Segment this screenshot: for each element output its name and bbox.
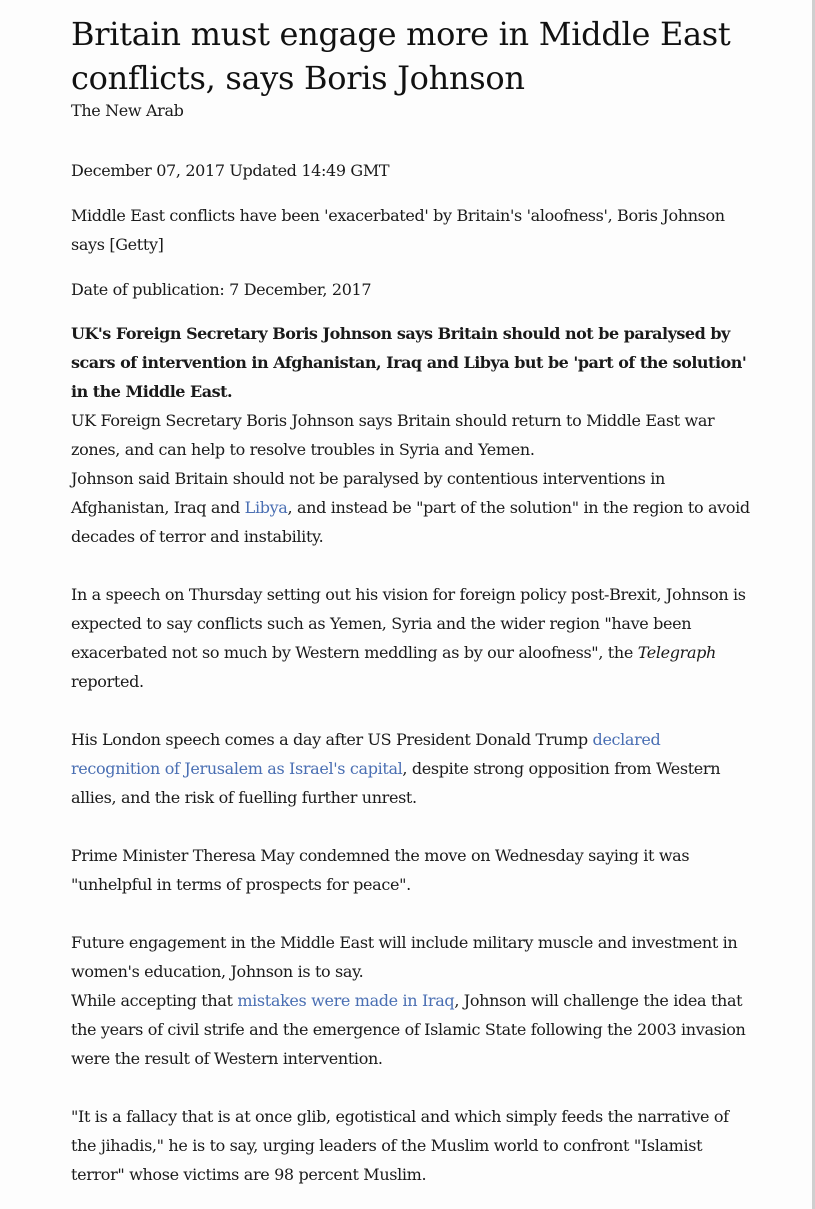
date-line: December 07, 2017 Updated 14:49 GMT xyxy=(71,161,390,180)
libya-link[interactable]: Libya xyxy=(244,498,288,517)
paragraph-7-text-after: , Johnson will challenge the idea that the years of civil strife and the emergence of Islamic State following the 2003 invasion were the result of Western intervention. xyxy=(71,991,746,1068)
jerusalem-recognition-link[interactable]: declared recognition of Jerusalem as Israel's capital xyxy=(71,730,661,778)
paragraph-4 xyxy=(71,725,751,812)
image-caption: Middle East conflicts have been 'exacerbated' by Britain's 'aloofness', Boris Johnson says [Getty] xyxy=(71,206,725,254)
paragraph-8: "It is a fallacy that is at once glib, egotistical and which simply feeds the narrative of the jihadis," he is to say, urging leaders of the Muslim world to confront "Islamist terror" whose victims are 98 percent Muslim. xyxy=(71,1107,729,1184)
article-lede: UK's Foreign Secretary Boris Johnson says Britain should not be paralysed by scars of intervention in Afghanistan, Iraq and Libya but be 'part of the solution' in the Middle East. xyxy=(71,324,747,401)
article-source: The New Arab xyxy=(71,101,184,120)
publication-date: Date of publication: 7 December, 2017 xyxy=(71,280,372,299)
iraq-mistakes-link[interactable]: mistakes were made in Iraq xyxy=(237,991,455,1010)
paragraph-3-text-after: reported. xyxy=(71,672,144,691)
paragraph-1: UK Foreign Secretary Boris Johnson says Britain should return to Middle East war zones, and can help to resolve troubles in Syria and Yemen. xyxy=(71,411,715,459)
paragraph-7-text-before: While accepting that xyxy=(71,991,238,1010)
paragraph-3 xyxy=(71,580,751,696)
paragraph-3-text-before: In a speech on Thursday setting out his vision for foreign policy post-Brexit, Johnson is expected to say conflicts such as Yemen, Syria and the wider region "have been exacerbated not so much by Western meddling as by our aloofness", the xyxy=(71,585,746,662)
paragraph-5: Prime Minister Theresa May condemned the move on Wednesday saying it was "unhelpful in terms of prospects for peace". xyxy=(71,846,690,894)
telegraph-italic: Telegraph xyxy=(637,643,716,662)
paragraph-2-text-after: , and instead be "part of the solution" in the region to avoid decades of terror and instability. xyxy=(71,498,750,546)
paragraph-7 xyxy=(71,986,751,1073)
paragraph-6: Future engagement in the Middle East will include military muscle and investment in women's education, Johnson is to say. xyxy=(71,933,738,981)
paragraph-4-text-after: , despite strong opposition from Western allies, and the risk of fuelling further unrest. xyxy=(71,759,721,807)
paragraph-2-text-before: Johnson said Britain should not be paralysed by contentious interventions in Afghanistan, Iraq and xyxy=(71,469,666,517)
article-body xyxy=(71,12,751,1189)
paragraph-2 xyxy=(71,464,751,551)
article-title: Britain must engage more in Middle East conflicts, says Boris Johnson xyxy=(71,15,731,97)
paragraph-4-text-before: His London speech comes a day after US President Donald Trump xyxy=(71,730,593,749)
